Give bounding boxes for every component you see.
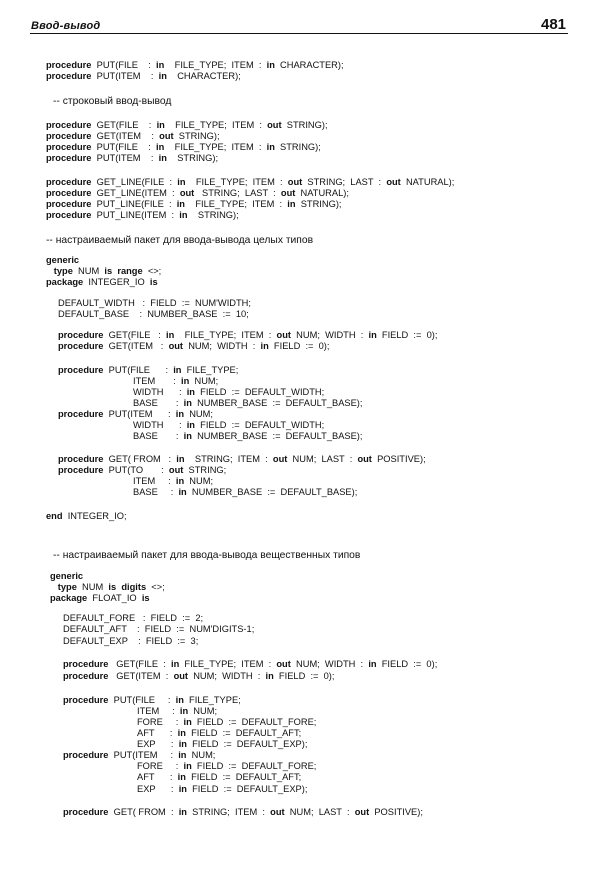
code-line: FORE : in FIELD := DEFAULT_FORE; — [137, 717, 317, 727]
code-line: package INTEGER_IO is — [46, 277, 158, 287]
code-line: procedure GET(ITEM : out STRING); — [46, 131, 220, 141]
code-line: procedure PUT(FILE : in FILE_TYPE; ITEM : in STRING); — [46, 142, 321, 152]
code-line: procedure PUT(FILE : in FILE_TYPE; — [58, 365, 239, 375]
code-line: procedure GET(FILE : in FILE_TYPE; ITEM : out NUM; WIDTH : in FIELD := 0); — [58, 330, 438, 340]
code-line: type NUM is range <>; — [53, 266, 162, 276]
code-line: generic — [50, 571, 84, 581]
code-line: procedure GET_LINE(FILE : in FILE_TYPE; ITEM : out STRING; LAST : out NATURAL); — [46, 177, 455, 187]
code-line: ITEM : in NUM; — [133, 476, 214, 486]
code-line: procedure GET(FILE : in FILE_TYPE; ITEM : out NUM; WIDTH : in FIELD := 0); — [63, 659, 438, 669]
code-line: DEFAULT_FORE : FIELD := 2; — [63, 613, 204, 623]
code-line: FORE : in FIELD := DEFAULT_FORE; — [137, 761, 317, 771]
code-line: procedure GET(FILE : in FILE_TYPE; ITEM : out STRING); — [46, 120, 328, 130]
code-line: procedure GET( FROM : in STRING; ITEM : out NUM; LAST : out POSITIVE); — [58, 454, 426, 464]
code-line: procedure GET(ITEM : out NUM; WIDTH : in FIELD := 0); — [63, 671, 335, 681]
header-rule — [30, 33, 568, 34]
code-line: BASE : in NUMBER_BASE := DEFAULT_BASE); — [133, 487, 358, 497]
code-line: end INTEGER_IO; — [46, 511, 127, 521]
code-line: type NUM is digits <>; — [57, 582, 165, 592]
code-line: procedure PUT(ITEM : in STRING); — [46, 153, 219, 163]
code-line: AFT : in FIELD := DEFAULT_AFT; — [137, 728, 302, 738]
code-line: procedure PUT(FILE : in FILE_TYPE; ITEM : in CHARACTER); — [46, 60, 344, 70]
code-line: procedure PUT(ITEM : in NUM; — [58, 409, 213, 419]
code-line: procedure PUT_LINE(FILE : in FILE_TYPE; ITEM : in STRING); — [46, 199, 342, 209]
code-line: procedure PUT(TO : out STRING; — [58, 465, 227, 475]
code-comment-line: -- настраиваемый пакет для ввода-вывода целых типов — [46, 235, 314, 246]
page-number: 481 — [541, 16, 567, 33]
code-line: DEFAULT_AFT : FIELD := NUM'DIGITS-1; — [63, 624, 255, 634]
code-line: DEFAULT_WIDTH : FIELD := NUM'WIDTH; — [58, 298, 251, 308]
code-line: procedure GET( FROM : in STRING; ITEM : out NUM; LAST : out POSITIVE); — [63, 807, 423, 817]
code-comment-line: -- строковый ввод-вывод — [53, 96, 172, 107]
code-line: DEFAULT_EXP : FIELD := 3; — [63, 636, 199, 646]
code-line: BASE : in NUMBER_BASE := DEFAULT_BASE); — [133, 431, 363, 441]
code-comment-line: -- настраиваемый пакет для ввода-вывода вещественных типов — [53, 550, 361, 561]
code-line: WIDTH : in FIELD := DEFAULT_WIDTH; — [133, 387, 325, 397]
code-line: AFT : in FIELD := DEFAULT_AFT; — [137, 772, 302, 782]
code-line: WIDTH : in FIELD := DEFAULT_WIDTH; — [133, 420, 325, 430]
code-line: procedure PUT(ITEM : in NUM; — [63, 750, 216, 760]
code-line: procedure PUT(ITEM : in CHARACTER); — [46, 71, 241, 81]
code-line: BASE : in NUMBER_BASE := DEFAULT_BASE); — [133, 398, 363, 408]
code-line: ITEM : in NUM; — [133, 376, 219, 386]
code-line: procedure PUT(FILE : in FILE_TYPE; — [63, 695, 241, 705]
code-line: EXP : in FIELD := DEFAULT_EXP); — [137, 784, 308, 794]
code-line: generic — [46, 255, 80, 265]
code-line: EXP : in FIELD := DEFAULT_EXP); — [137, 739, 308, 749]
code-line: procedure GET(ITEM : out NUM; WIDTH : in FIELD := 0); — [58, 341, 330, 351]
code-line: procedure GET_LINE(ITEM : out STRING; LAST : out NATURAL); — [46, 188, 349, 198]
code-line: procedure PUT_LINE(ITEM : in STRING); — [46, 210, 239, 220]
code-line: DEFAULT_BASE : NUMBER_BASE := 10; — [58, 309, 249, 319]
code-line: package FLOAT_IO is — [50, 593, 150, 603]
code-line: ITEM : in NUM; — [137, 706, 218, 716]
running-header-title: Ввод-вывод — [31, 20, 101, 32]
